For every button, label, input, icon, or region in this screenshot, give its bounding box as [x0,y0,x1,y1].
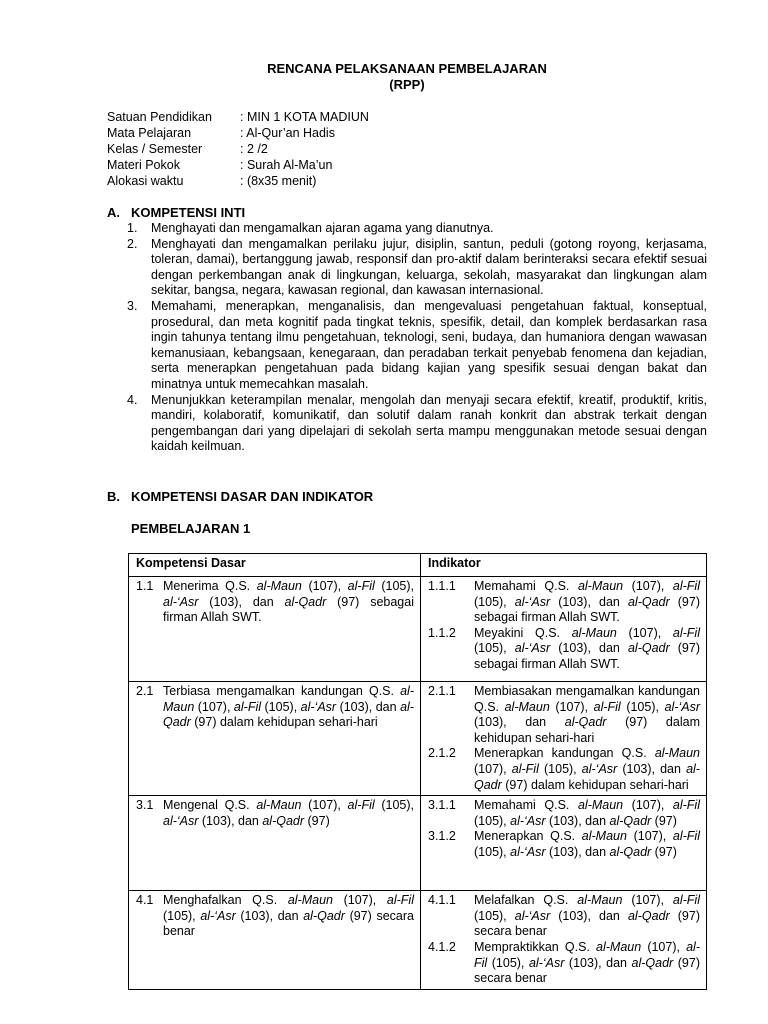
indicator-number: 4.1.1 [428,893,456,908]
indicator-number: 1.1.2 [428,625,456,640]
indicator-entry [428,798,700,829]
meta-label: Mata Pelajaran [107,126,192,140]
indicator-entry [428,626,700,673]
table-row [129,682,707,796]
kd-number: 3.1 [136,798,154,813]
kd-number: 2.1 [136,684,154,698]
indicator-cell [421,577,707,682]
list-number: 4. [127,392,138,407]
list-text: Memahami, menerapkan, menganalisis, dan mengevaluasi pengetahuan faktual, konseptual, prosedural, dan meta kognitif pada tingkat teknis, spesifik, detail, dan komplek berdasarkan rasa ingin tahunya tentang ilmu pengetahuan, teknologi, seni, budaya, dan humaniora dengan wawasan kemanusiaan, kebangsaan, kenegaraan, dan peradaban terkait penyebab fenomena dan kejadian, serta menerapkan pengetahuan pada bidang kajian yang spesifik sesuai dengan bakat dan minatnya untuk memecahkan masalah. [151,298,707,391]
table-row [129,577,707,682]
table-row [129,891,707,990]
list-item [127,237,707,299]
kd-entry [136,579,414,626]
kd-text: Mengenal Q.S. al-Maun (107), al-Fil (105), al-‘Asr (103), dan al-Qadr (97) [163,798,414,828]
indicator-number: 3.1.2 [428,829,456,844]
kd-number: 4.1 [136,893,154,908]
list-item [127,221,707,237]
kd-cell [129,891,421,990]
indicator-text: Menerapkan kandungan Q.S. al-Maun (107), al-Fil (105), al-‘Asr (103), dan al-Qadr (97) dalam kehidupan sehari-hari [474,746,700,792]
meta-row [107,157,369,173]
indicator-number: 3.1.1 [428,798,456,813]
section-title: KOMPETENSI DASAR DAN INDIKATOR [131,489,374,504]
section-b-heading [107,489,373,505]
list-item [127,393,707,455]
indicator-entry [428,684,700,746]
list-text: Menghayati dan mengamalkan perilaku jujur, disiplin, santun, peduli (gotong royong, kerjasama, toleran, damai), bertanggung jawab, responsif dan pro-aktif dalam berinteraksi secara efektif sesuai dengan perkembangan anak di lingkungan, keluarga, sekolah, masyarakat dan lingkungan alam sekitar, bangsa, negara, kawasan regional, dan kawasan internasional. [151,236,707,298]
kd-entry [136,893,414,940]
kd-text: Menghafalkan Q.S. al-Maun (107), al-Fil (105), al-‘Asr (103), dan al-Qadr (97) secara benar [163,893,414,939]
meta-value: : Al-Qur’an Hadis [240,126,335,140]
header-kompetensi-dasar: Kompetensi Dasar [129,554,421,577]
section-letter: A. [107,205,120,220]
kd-cell [129,682,421,796]
document-subtitle: (RPP) [389,77,425,92]
list-text: Menunjukkan keterampilan menalar, mengolah dan menyaji secara efektif, kreatif, produktif, kritis, mandiri, kolaboratif, komunikatif, dan solutif dalam ranah konkrit dan abstrak terkait dengan pengembangan dari yang dipelajari di sekolah serta mampu menggunakan metode sesuai dengan kaidah keilmuan. [151,392,707,454]
indicator-entry [428,893,700,940]
kd-entry [136,684,414,731]
competency-table [128,553,707,990]
indicator-entry [428,829,700,860]
section-a-heading [107,205,245,221]
kd-cell [129,796,421,891]
kd-text: Menerima Q.S. al-Maun (107), al-Fil (105), al-‘Asr (103), dan al-Qadr (97) sebagai firman Allah SWT. [163,579,414,625]
meta-value: : MIN 1 KOTA MADIUN [240,110,369,124]
meta-label: Alokasi waktu [107,174,184,188]
indicator-number: 2.1.2 [428,746,456,761]
lesson-subheading: PEMBELAJARAN 1 [131,521,251,536]
indicator-entry [428,579,700,626]
kd-text: Terbiasa mengamalkan kandungan Q.S. al-Maun (107), al-Fil (105), al-‘Asr (103), dan al-Qadr (97) dalam kehidupan sehari-hari [163,684,414,730]
indicator-cell [421,891,707,990]
list-number: 1. [127,221,138,235]
indicator-entry [428,940,700,987]
document-title: RENCANA PELAKSANAAN PEMBELAJARAN [267,61,547,76]
meta-label: Materi Pokok [107,158,180,172]
indicator-entry [428,746,700,793]
meta-value: : (8x35 menit) [240,174,317,188]
section-letter: B. [107,489,120,504]
indicator-text: Melafalkan Q.S. al-Maun (107), al-Fil (105), al-‘Asr (103), dan al-Qadr (97) secara benar [474,893,700,939]
header-indikator: Indikator [421,554,707,577]
meta-value: : 2 /2 [240,142,268,156]
indicator-text: Menerapkan Q.S. al-Maun (107), al-Fil (105), al-‘Asr (103), dan al-Qadr (97) [474,829,700,859]
meta-row [107,173,369,189]
kd-cell [129,577,421,682]
indicator-number: 4.1.2 [428,939,456,954]
indicator-text: Memahami Q.S. al-Maun (107), al-Fil (105), al-‘Asr (103), dan al-Qadr (97) sebagai firman Allah SWT. [474,579,700,625]
kd-number: 1.1 [136,579,154,593]
table-header-row [129,554,707,577]
indicator-text: Memahami Q.S. al-Maun (107), al-Fil (105), al-‘Asr (103), dan al-Qadr (97) [474,798,700,828]
meta-row [107,109,369,125]
meta-value: : Surah Al-Ma’un [240,158,333,172]
indicator-text: Membiasakan mengamalkan kandungan Q.S. al-Maun (107), al-Fil (105), al-‘Asr (103), dan al-Qadr (97) dalam kehidupan sehari-hari [474,684,700,745]
identity-block [107,109,369,189]
indicator-cell [421,682,707,796]
table-row [129,796,707,891]
indicator-number: 2.1.1 [428,684,456,698]
list-text: Menghayati dan mengamalkan ajaran agama yang dianutnya. [151,221,494,235]
meta-row [107,141,369,157]
meta-label: Satuan Pendidikan [107,110,212,124]
kompetensi-inti-list [127,221,707,455]
kd-entry [136,798,414,829]
list-item [127,299,707,393]
indicator-text: Meyakini Q.S. al-Maun (107), al-Fil (105), al-‘Asr (103), dan al-Qadr (97) sebagai firman Allah SWT. [474,625,700,671]
indicator-number: 1.1.1 [428,579,456,593]
meta-row [107,125,369,141]
list-number: 3. [127,298,138,313]
meta-label: Kelas / Semester [107,142,203,156]
indicator-cell [421,796,707,891]
list-number: 2. [127,236,138,251]
indicator-text: Mempraktikkan Q.S. al-Maun (107), al-Fil (105), al-‘Asr (103), dan al-Qadr (97) secara benar [474,939,700,986]
section-title: KOMPETENSI INTI [131,205,246,220]
